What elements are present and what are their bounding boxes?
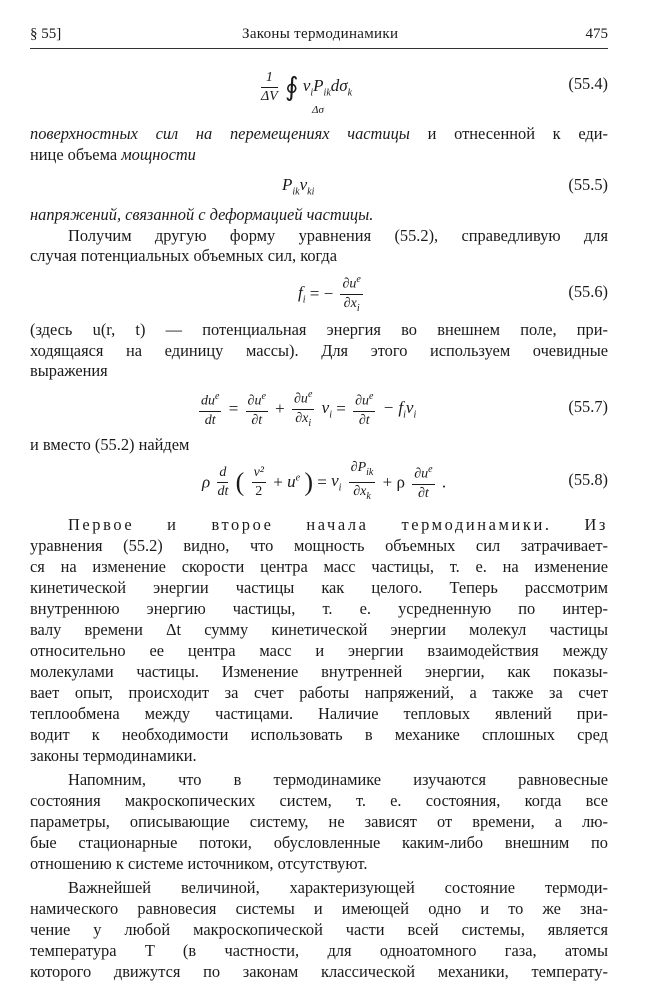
eq-55-4-integrand: $v_iP_{ik}d\sigma_k$ xyxy=(302,76,353,99)
text-line: Получим другую форму уравнения (55.2), справедливую для xyxy=(68,226,608,245)
text-line: вает опыт, происходит за счет работы напряжений, а также за счет xyxy=(30,683,608,702)
text-line: выражения xyxy=(30,361,108,380)
text-line: отношению к системе источником, отсутствуют. xyxy=(30,854,368,873)
text-line: молекулами частицы. Изменение внутренней энергии, как показы- xyxy=(30,662,608,681)
equation-55-8 xyxy=(30,456,608,506)
text-line: кинетической энергии частицы как целого. Теперь рассмотрим xyxy=(30,578,608,597)
text-line: чение у любой макроскопической части всей системы, является xyxy=(30,920,608,939)
text-line: и вместо (55.2) найдем xyxy=(30,435,190,454)
text-line: ся на изменение скорости центра масс частицы, т. е. на изменение xyxy=(30,557,608,576)
text-line: Напомним, что в термодинамике изучаются равновесные xyxy=(68,770,608,789)
eq-55-5-expression: $P_{ik}v_{ki}$ xyxy=(282,175,315,198)
integral-domain: Δσ xyxy=(312,104,324,116)
section-ref: § 55] xyxy=(30,26,62,42)
text-line: внутреннюю энергию частицы, т. е. усредненную по интер- xyxy=(30,599,608,618)
eq-number: (55.4) xyxy=(568,74,608,93)
chapter-title: Законы термодинамики xyxy=(242,26,399,42)
text-line: Важнейшей величиной, характеризующей состояние термоди- xyxy=(68,878,608,897)
text-line: ходящаяся на единицу массы). Для этого используем очевидные xyxy=(30,341,608,360)
integral-sign: ∮ xyxy=(285,72,299,102)
text-line: параметры, описывающие систему, не зависят от времени, а лю- xyxy=(30,812,608,831)
eq-55-4-expression xyxy=(258,70,352,105)
eq-55-4-coef: $\frac{1}{\Delta V}$ xyxy=(261,70,278,104)
text-line: напряжений, связанной с деформацией частицы. xyxy=(30,205,374,224)
text-line: нице объема мощности xyxy=(30,145,196,164)
page-number: 475 xyxy=(585,26,608,42)
text-line: водит к необходимости использовать в механике сплошных сред xyxy=(30,725,608,744)
text-line: поверхностных сил на перемещениях частицы и отнесенной к еди- xyxy=(30,124,608,143)
eq-55-7-expression: $\frac{du^e}{dt}$ = $\frac{\partial u^e}{\partial t}$ + $\frac{\partial u^e}{\partial x_i}$ $v_i$ = $\frac{\partial u^e}{\partial t}$ − $f_iv_i$ xyxy=(201,389,417,429)
text-line: валу времени Δt сумму кинетической энергии молекул частицы xyxy=(30,620,608,639)
text-line: состояния макроскопических систем, т. е. состояния, когда все xyxy=(30,791,608,810)
text-line: относительно ее центра масс и энергии взаимодействия между xyxy=(30,641,608,660)
eq-number: (55.8) xyxy=(568,470,608,489)
text-line: законы термодинамики. xyxy=(30,746,197,765)
text-line: намического равновесия системы и имеющей одно и то же зна- xyxy=(30,899,608,918)
text-line: (здесь u(r, t) — потенциальная энергия во внешнем поле, при- xyxy=(30,320,608,339)
text-line: теплообмена между частицами. Наличие тепловых явлений при- xyxy=(30,704,608,723)
text-line: которого движутся по законам классической механики, температу- xyxy=(30,962,608,981)
eq-55-8-expression: ρ $\frac{d}{dt}$ ( $\frac{\text{v²}}{2}$ + $u^e$ ) = $v_i$ $\frac{\partial P_{ik}}{\partial x_k}$ + ρ $\frac{\partial u^e}{\partial t}$ . xyxy=(202,460,447,502)
equation-55-5 xyxy=(30,172,608,200)
eq-number: (55.6) xyxy=(568,282,608,301)
text-line: уравнения (55.2) видно, что мощность объемных сил затрачивает- xyxy=(30,536,608,555)
text-line: бые стационарные потоки, обусловленные каким-либо внешним по xyxy=(30,833,608,852)
equation-55-6 xyxy=(30,268,608,316)
equation-55-7 xyxy=(30,383,608,433)
eq-55-6-expression: $f_i$ = − $\frac{\partial u^e}{\partial x_i}$ xyxy=(298,274,361,314)
text-line: случая потенциальных объемных сил, когда xyxy=(30,246,338,265)
eq-number: (55.5) xyxy=(568,175,608,194)
paragraph-heading-line: Первое и второе начала термодинамики. Из xyxy=(68,515,608,534)
running-header xyxy=(30,26,608,49)
equation-55-4 xyxy=(30,62,608,124)
text-line: температура T (в частности, для одноатомного газа, атомы xyxy=(30,941,608,960)
eq-number: (55.7) xyxy=(568,397,608,416)
